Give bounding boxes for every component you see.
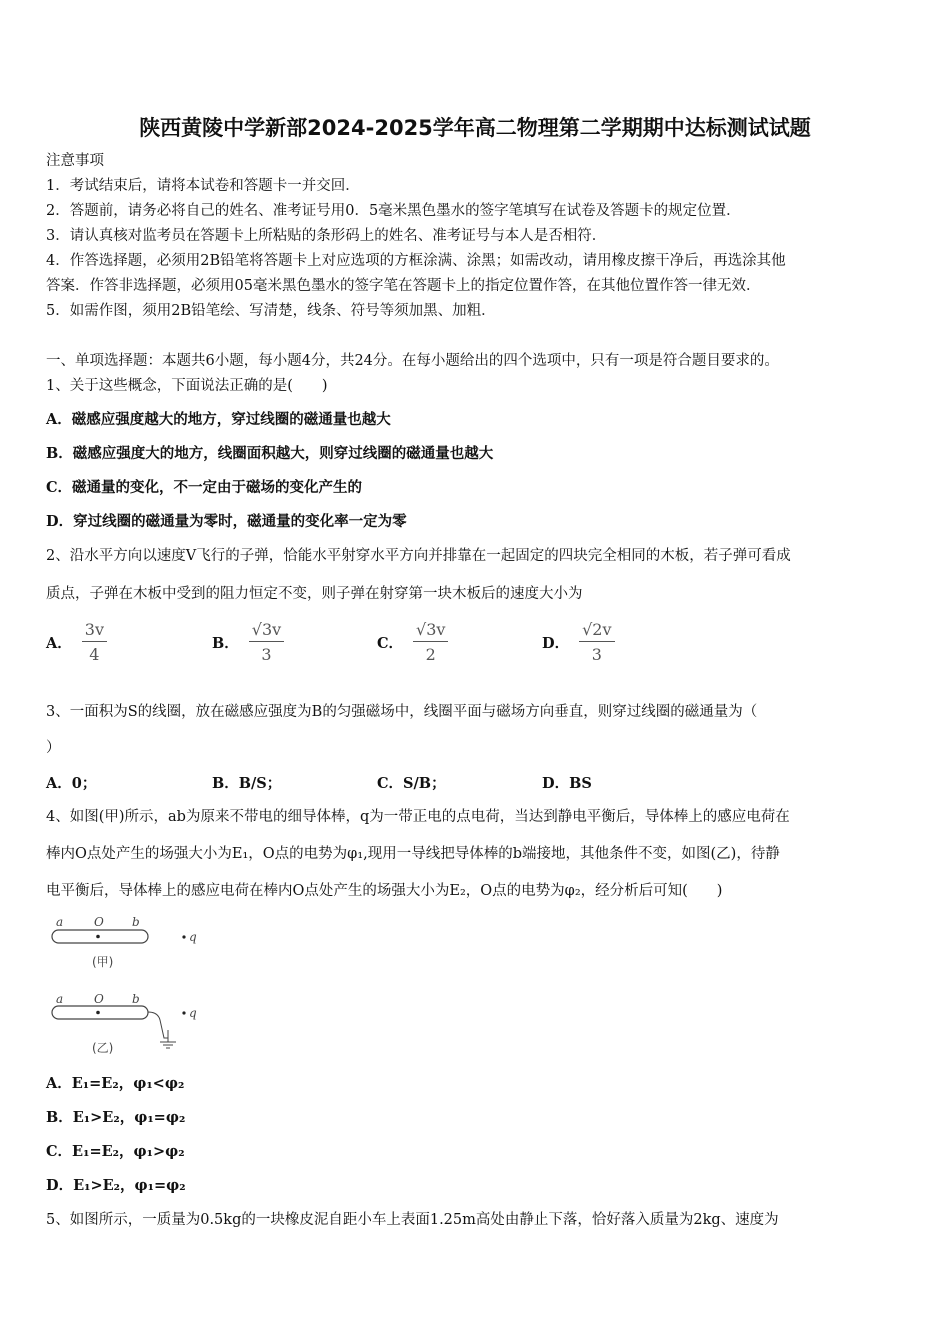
label-q: q [189, 930, 197, 944]
question-2-stem: 2、沿水平方向以速度V飞行的子弹，恰能水平射穿水平方向并排靠在一起固定的四块完全相同的木板，若子弹可看成 [46, 548, 791, 564]
q2-option-a [46, 620, 107, 664]
fraction [249, 620, 284, 664]
page-title: 陕西黄陵中学新部2024-2025学年高二物理第二学期期中达标测试试题 [139, 116, 811, 140]
fraction-numerator: √3v [413, 620, 448, 642]
question-4-stem-cont: 棒内O点处产生的场强大小为E₁，O点的电势为φ₁,现用一导线把导体棒的b端接地，其他条件不变，如图(乙)，待静 [46, 846, 780, 862]
q1-option-c: C．磁通量的变化，不一定由于磁场的变化产生的 [46, 479, 363, 496]
question-3-stem: 3、一面积为S的线圈，放在磁感应强度为B的匀强磁场中，线圈平面与磁场方向垂直，则穿过线圈的磁通量为（ [46, 704, 758, 720]
fraction-numerator: √2v [579, 620, 614, 642]
label-b: b [132, 915, 140, 929]
q1-option-a: A．磁感应强度越大的地方，穿过线圈的磁通量也越大 [46, 411, 391, 428]
label-o: O [94, 992, 104, 1006]
q4-option-a: A．E₁=E₂，φ₁<φ₂ [46, 1075, 185, 1092]
q2-option-d [542, 620, 615, 664]
question-5-stem: 5、如图所示，一质量为0.5kg的一块橡皮泥自距小车上表面1.25m高处由静止下落，恰好落入质量为2kg、速度为 [46, 1212, 779, 1228]
label-a: a [56, 915, 64, 929]
fraction-denominator: 4 [89, 645, 100, 664]
charge-q [182, 1011, 185, 1014]
q2-option-b [212, 620, 284, 664]
question-2-stem-cont: 质点，子弹在木板中受到的阻力恒定不变，则子弹在射穿第一块木板后的速度大小为 [46, 586, 583, 602]
q3-option-d: D．BS [542, 775, 592, 792]
point-o [96, 1011, 100, 1015]
notice-item: 4．作答选择题，必须用2B铅笔将答题卡上对应选项的方框涂满、涂黑；如需改动，请用橡皮擦干净后，再选涂其他 [46, 253, 786, 269]
notice-item: 答案．作答非选择题，必须用05毫米黑色墨水的签字笔在答题卡上的指定位置作答，在其他位置作答一律无效． [46, 278, 761, 294]
fraction [413, 620, 448, 664]
figure-jia-conductor-rod [46, 910, 216, 972]
caption-jia: (甲) [92, 955, 114, 969]
fraction-denominator: 3 [591, 645, 602, 664]
question-1-stem: 1、关于这些概念，下面说法正确的是( ) [46, 378, 328, 394]
q4-option-d: D．E₁>E₂，φ₁=φ₂ [46, 1177, 186, 1194]
label-a: a [56, 992, 64, 1006]
label-o: O [94, 915, 104, 929]
charge-q [182, 935, 185, 938]
question-4-stem-cont: 电平衡后，导体棒上的感应电荷在棒内O点处产生的场强大小为E₂，O点的电势为φ₂，经分析后可知( ) [46, 883, 723, 899]
label-q: q [189, 1006, 197, 1020]
notice-item: 1．考试结束后，请将本试卷和答题卡一并交回． [46, 178, 360, 194]
q3-option-c: C．S/B； [377, 775, 446, 792]
fraction-denominator: 3 [261, 645, 272, 664]
notice-item: 3．请认真核对监考员在答题卡上所粘贴的条形码上的姓名、准考证号与本人是否相符． [46, 228, 607, 244]
fraction-numerator: √3v [249, 620, 284, 642]
section-heading: 一、单项选择题：本题共6小题，每小题4分，共24分。在每小题给出的四个选项中，只有一项是符合题目要求的。 [46, 353, 779, 369]
conductor-rod [52, 1006, 148, 1019]
option-label: B． [212, 634, 239, 652]
conductor-rod [52, 930, 148, 943]
notice-heading: 注意事项 [46, 153, 104, 169]
option-label: D． [542, 634, 570, 652]
option-label: A． [46, 634, 72, 652]
q1-option-b: B．磁感应强度大的地方，线圈面积越大，则穿过线圈的磁通量也越大 [46, 445, 494, 462]
caption-yi: (乙) [92, 1041, 114, 1055]
q3-option-a: A．0； [46, 775, 97, 792]
ground-wire [148, 1012, 168, 1038]
figure-yi-grounded-rod [46, 990, 216, 1058]
label-b: b [132, 992, 140, 1006]
notice-item: 5．如需作图，须用2B铅笔绘、写清楚，线条、符号等须加黑、加粗． [46, 303, 496, 319]
fraction [82, 620, 107, 664]
fraction-numerator: 3v [82, 620, 107, 642]
fraction-denominator: 2 [425, 645, 436, 664]
q4-option-b: B．E₁>E₂，φ₁=φ₂ [46, 1109, 186, 1126]
question-3-stem-cont: ） [46, 740, 61, 756]
point-o [96, 935, 100, 939]
q2-option-c [377, 620, 448, 664]
fraction [579, 620, 614, 664]
q4-option-c: C．E₁=E₂，φ₁>φ₂ [46, 1143, 185, 1160]
q3-option-b: B．B/S； [212, 775, 282, 792]
q1-option-d: D．穿过线圈的磁通量为零时，磁通量的变化率一定为零 [46, 513, 407, 530]
option-label: C． [377, 634, 404, 652]
question-4-stem: 4、如图(甲)所示，ab为原来不带电的细导体棒，q为一带正电的点电荷，当达到静电平衡后，导体棒上的感应电荷在 [46, 809, 790, 825]
notice-item: 2．答题前，请务必将自己的姓名、准考证号用0．5毫米黑色墨水的签字笔填写在试卷及答题卡的规定位置． [46, 203, 741, 219]
